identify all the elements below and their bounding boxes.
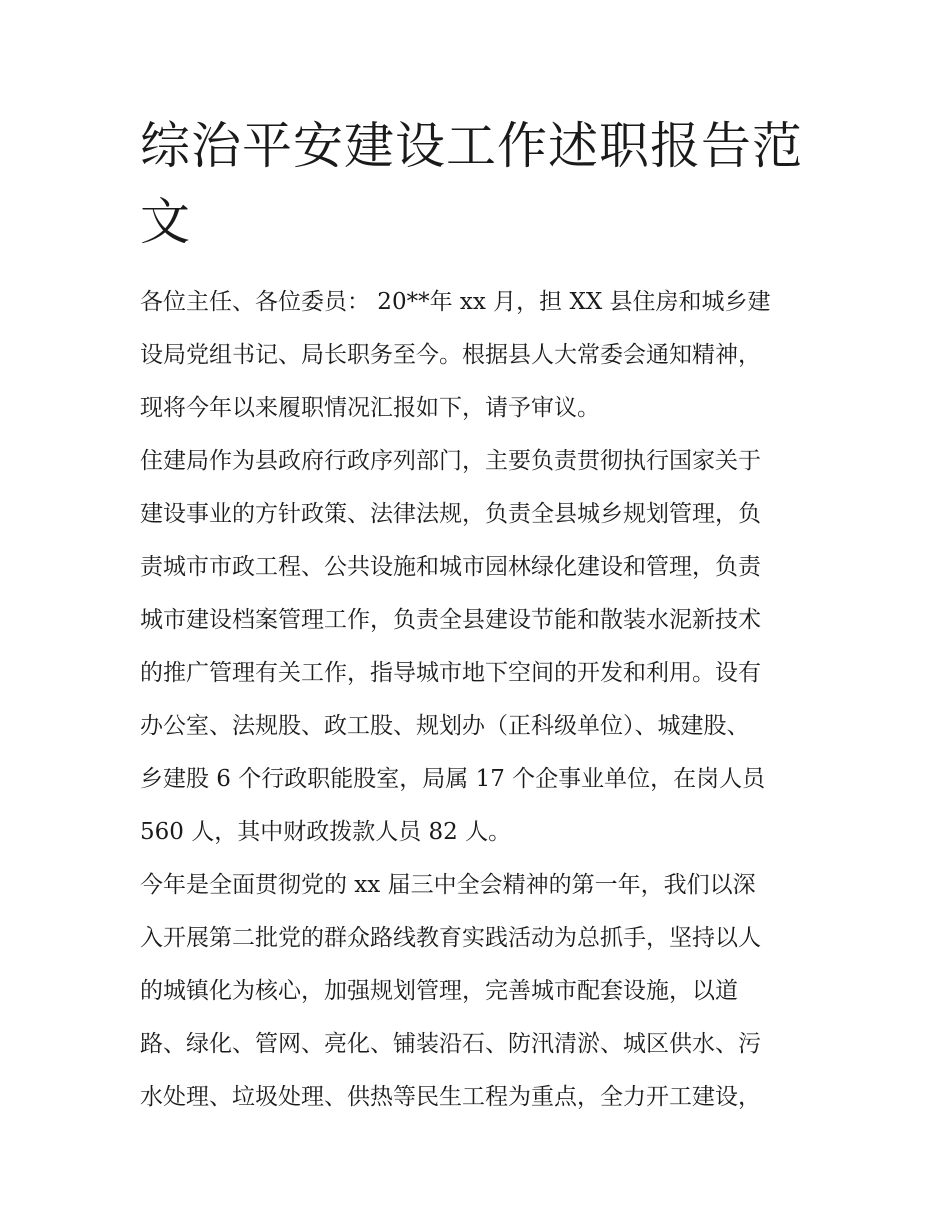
body-line: 城市建设档案管理工作，负责全县建设节能和散装水泥新技术 [140,607,761,633]
body-line: 设局党组书记、局长职务至今。根据县人大常委会通知精神， [140,342,761,368]
body-line: 各位主任、各位委员： 20**年 xx 月，担 XX 县住房和城乡建 [140,289,771,315]
document-title [140,108,820,260]
body-line: 路、绿化、管网、亮化、铺装沿石、防汛清淤、城区供水、污 [140,1031,761,1057]
body-line: 责城市市政工程、公共设施和城市园林绿化建设和管理，负责 [140,554,761,580]
title-line: 综治平安建设工作述职报告范 [140,117,803,175]
body-line: 乡建股 6 个行政职能股室，局属 17 个企事业单位，在岗人员 [140,766,766,792]
body-line: 560 人，其中财政拨款人员 82 人。 [140,819,512,845]
title-line: 文 [140,193,191,251]
body-line: 水处理、垃圾处理、供热等民生工程为重点，全力开工建设， [140,1084,761,1110]
document-body [140,276,816,1124]
body-line: 今年是全面贯彻党的 xx 届三中全会精神的第一年，我们以深 [140,872,756,898]
body-line: 的城镇化为核心，加强规划管理，完善城市配套设施，以道 [140,978,738,1004]
body-line: 办公室、法规股、政工股、规划办（正科级单位）、城建股、 [140,713,750,739]
body-line: 的推广管理有关工作，指导城市地下空间的开发和利用。设有 [140,660,761,686]
body-line: 现将今年以来履职情况汇报如下，请予审议。 [140,395,600,421]
body-line: 建设事业的方针政策、法律法规，负责全县城乡规划管理，负 [140,501,761,527]
body-line: 住建局作为县政府行政序列部门，主要负责贯彻执行国家关于 [140,448,761,474]
body-line: 入开展第二批党的群众路线教育实践活动为总抓手，坚持以人 [140,925,761,951]
